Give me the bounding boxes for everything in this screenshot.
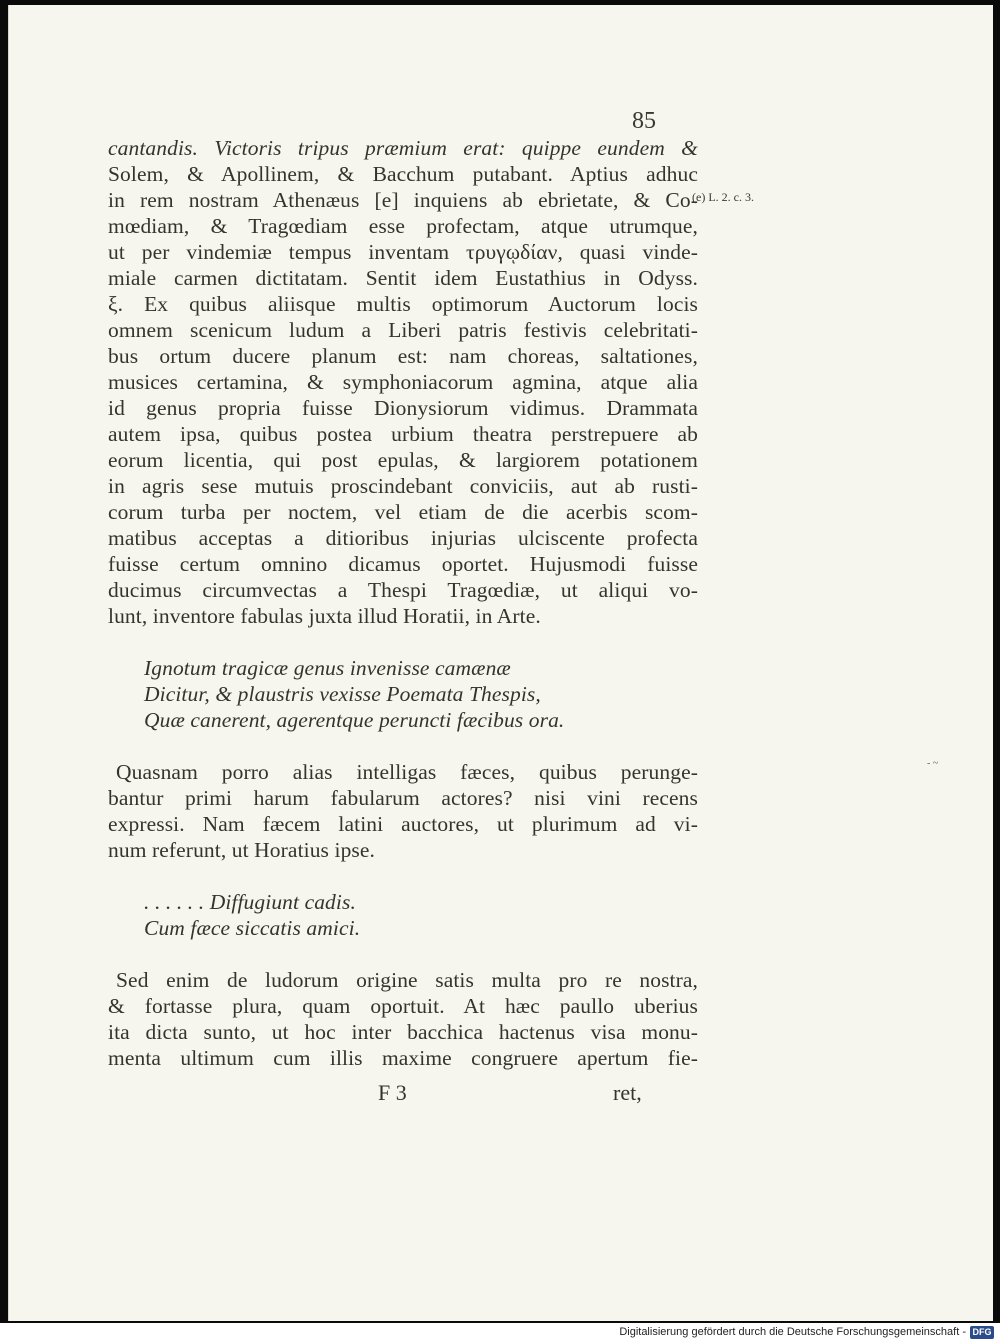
text-line: Sed enim de ludorum origine satis multa pro re nostra, (116, 968, 698, 992)
text-line: bus ortum ducere planum est: nam choreas, saltationes, (108, 344, 698, 368)
verse-line: Quæ canerent, agerentque peruncti fæcibus ora. (144, 708, 565, 732)
margin-footnote: (e) L. 2. c. 3. (692, 190, 754, 204)
credit-bar (0, 1323, 1000, 1343)
text-line: cantandis. Victoris tripus præmium erat: quippe eundem & (108, 136, 698, 160)
verse-line: . . . . . . Diffugiunt cadis. (144, 890, 356, 914)
text-line: lunt, inventore fabulas juxta illud Horatii, in Arte. (108, 604, 541, 628)
verse-line: Cum fæce siccatis amici. (144, 916, 361, 940)
text-line: in rem nostram Athenæus [e] inquiens ab ebrietate, & Co- (108, 188, 698, 212)
text-line: ξ. Ex quibus aliisque multis optimorum Auctorum locis (108, 292, 698, 316)
page-number: 85 (632, 108, 656, 134)
text-line: & fortasse plura, quam oportuit. At hæc paullo uberius (108, 994, 698, 1018)
text-line: matibus acceptas a ditioribus injurias ulciscente profecta (108, 526, 698, 550)
text-line: Solem, & Apollinem, & Bacchum putabant. Aptius adhuc (108, 162, 698, 186)
text-line: num referunt, ut Horatius ipse. (108, 838, 376, 862)
text-line: omnem scenicum ludum a Liberi patris festivis celebritati- (108, 318, 698, 342)
text-line: autem ipsa, quibus postea urbium theatra perstrepuere ab (108, 422, 698, 446)
text-line: musices certamina, & symphoniacorum agmina, atque alia (108, 370, 698, 394)
paragraph-2 (108, 759, 698, 863)
text-line: ita dicta sunto, ut hoc inter bacchica hactenus visa monu- (108, 1020, 698, 1044)
text-line: fuisse certum omnino dicamus oportet. Hujusmodi fuisse (108, 552, 698, 576)
dfg-logo-icon: DFG (970, 1326, 994, 1339)
verse-quote-2 (108, 889, 698, 941)
verse-line: Dicitur, & plaustris vexisse Poemata Thespis, (144, 682, 541, 706)
text-line: ut per vindemiæ tempus inventam τρυγῳδίαν, quasi vinde- (108, 240, 698, 264)
text-line: expressi. Nam fæcem latini auctores, ut plurimum ad vi- (108, 812, 698, 836)
margin-mark: - ~ (927, 758, 939, 769)
text-line: eorum licentia, qui post epulas, & largiorem potationem (108, 448, 698, 472)
signature-mark: F 3 (378, 1080, 407, 1105)
text-line: bantur primi harum fabularum actores? nisi vini recens (108, 786, 698, 810)
credit-text: Digitalisierung gefördert durch die Deutsche Forschungsgemeinschaft - (619, 1326, 966, 1338)
text-line: mœdiam, & Tragœdiam esse profectam, atque utrumque, (108, 214, 698, 238)
text-line: ducimus circumvectas a Thespi Tragœdiæ, ut aliqui vo- (108, 578, 698, 602)
main-text (108, 135, 698, 1071)
paragraph-3 (108, 967, 698, 1071)
text-line: miale carmen dictitatam. Sentit idem Eustathius in Odyss. (108, 266, 698, 290)
verse-line: Ignotum tragicæ genus invenisse camænæ (144, 656, 511, 680)
text-line: id genus propria fuisse Dionysiorum vidimus. Drammata (108, 396, 698, 420)
text-line: Quasnam porro alias intelligas fæces, quibus perunge- (116, 760, 698, 784)
catchword: ret, (613, 1080, 642, 1105)
text-line: in agris sese mutuis proscindebant conviciis, aut ab rusti- (108, 474, 698, 498)
paragraph-1 (108, 135, 698, 629)
verse-quote-1 (108, 655, 698, 733)
text-line: menta ultimum cum illis maxime congruere apertum fie- (108, 1046, 698, 1070)
text-line: corum turba per noctem, vel etiam de die acerbis scom- (108, 500, 698, 524)
